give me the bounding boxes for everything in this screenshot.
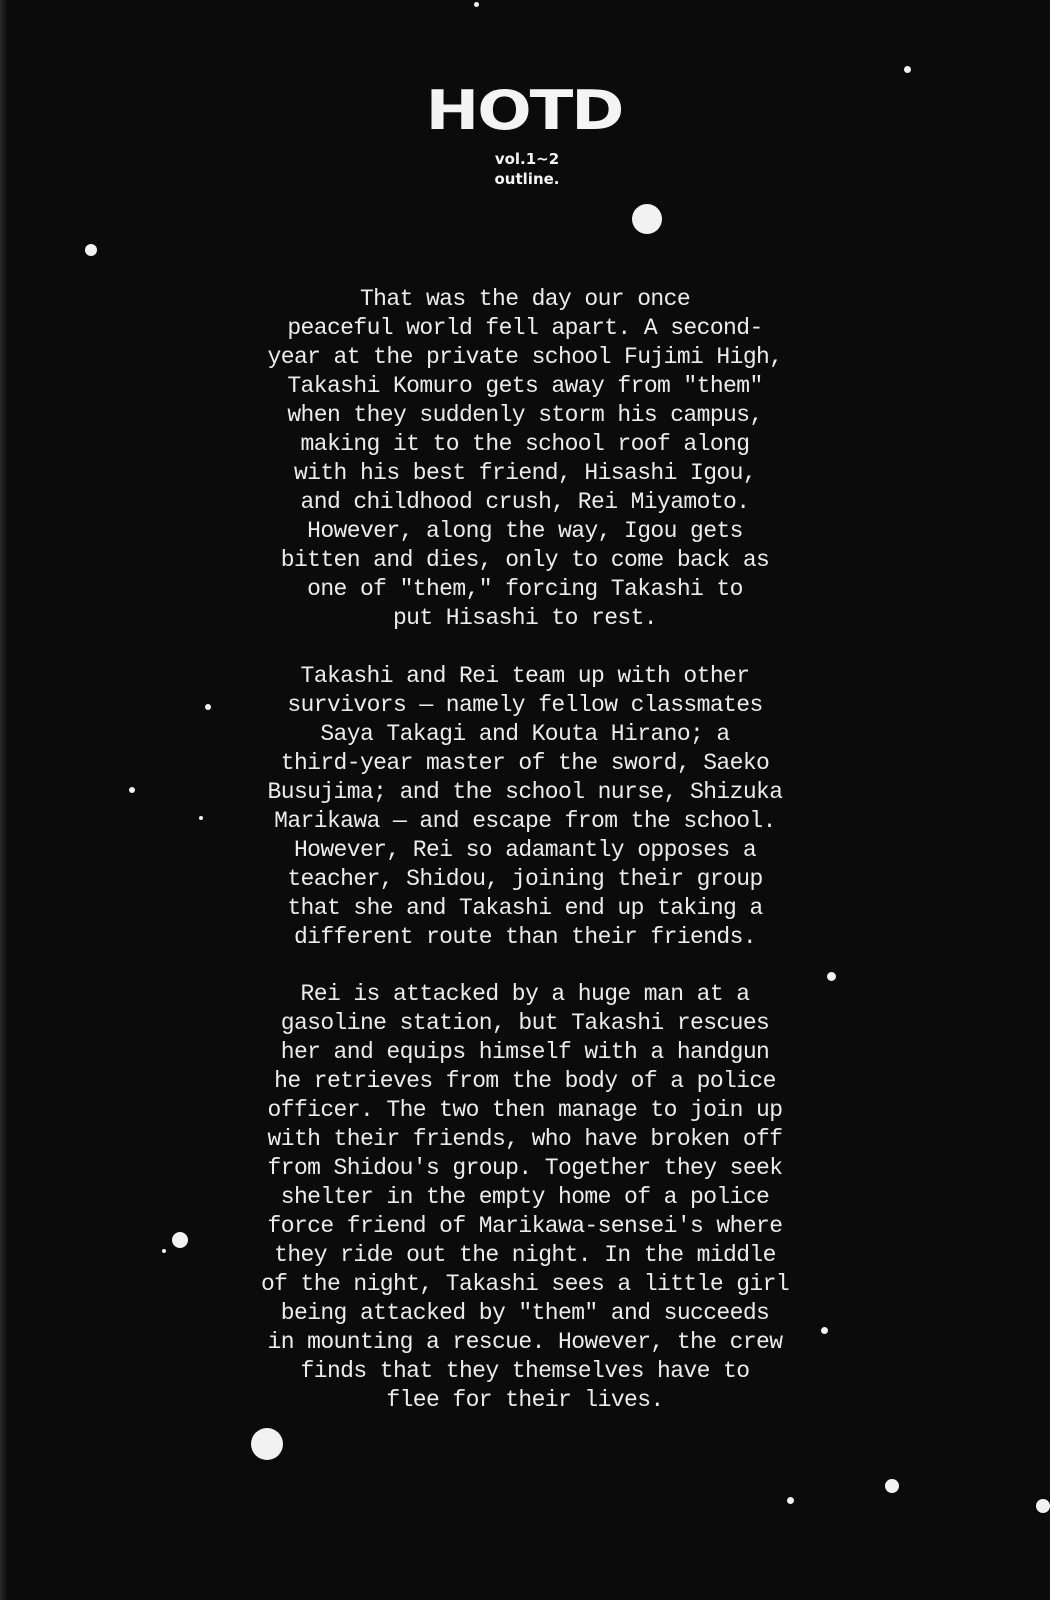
volume-label: vol.1~2	[494, 150, 560, 168]
speckle-dot	[162, 1249, 166, 1253]
title-block	[410, 79, 640, 194]
page-edge	[0, 0, 8, 1600]
speckle-dot	[85, 244, 97, 256]
speckle-dot	[787, 1497, 794, 1504]
speckle-dot	[632, 204, 662, 234]
speckle-dot	[1036, 1499, 1050, 1513]
outline-paragraph-3: Rei is attacked by a huge man at a gasoline station, but Takashi rescues her and equips himself with a handgun he retrieves from the body of a police officer. The two then manage to join up with their friends, who have broken off from Shidou's group. Together they seek shelter in the empty home of a police force friend of Marikawa-sensei's where they ride out the night. In the middle of the night, Takashi sees a little girl being attacked by "them" and succeeds in mounting a rescue. However, the crew finds that they themselves have to flee for their lives.	[260, 981, 790, 1413]
outline-label: outline.	[494, 170, 560, 188]
hotd-logo: HOTD	[425, 79, 623, 143]
speckle-dot	[474, 2, 479, 7]
speckle-dot	[885, 1479, 899, 1493]
speckle-dot	[199, 816, 203, 820]
outline-paragraph-1: That was the day our once peaceful world fell apart. A second- year at the private school Fujimi High, Takashi Komuro gets away from "them" when they suddenly storm his campus, making it to the school roof along with his best friend, Hisashi Igou, and childhood crush, Rei Miyamoto. However, along the way, Igou gets bitten and dies, only to come back as one of "them," forcing Takashi to put Hisashi to rest.	[267, 286, 783, 631]
outline-paragraph-2: Takashi and Rei team up with other survivors — namely fellow classmates Saya Takagi and Kouta Hirano; a third-year master of the sword, Saeko Busujima; and the school nurse, Shizuka Marikawa — and escape from the school. However, Rei so adamantly opposes a teacher, Shidou, joining their group that she and Takashi end up taking a different route than their friends.	[267, 663, 783, 950]
speckle-dot	[251, 1428, 283, 1460]
speckle-dot	[821, 1327, 828, 1334]
speckle-dot	[904, 66, 911, 73]
speckle-dot	[827, 972, 836, 981]
speckle-dot	[172, 1232, 188, 1248]
speckle-dot	[205, 704, 211, 710]
speckle-dot	[129, 787, 135, 793]
